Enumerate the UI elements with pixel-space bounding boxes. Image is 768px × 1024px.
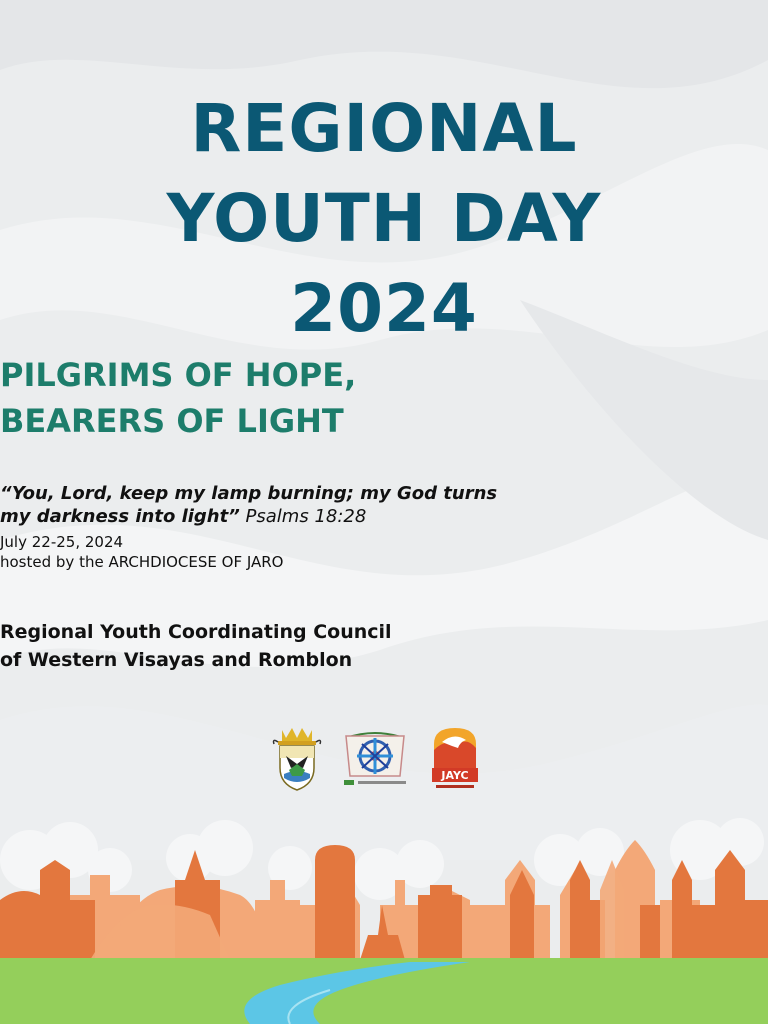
event-host: hosted by the ARCHDIOCESE OF JARO <box>0 553 284 571</box>
archdiocese-coat-of-arms-logo <box>272 724 322 792</box>
verse-reference: Psalms 18:28 <box>245 506 367 527</box>
title-line-3: 2024 <box>290 270 478 347</box>
youth-ministry-logo <box>340 726 410 790</box>
event-details <box>0 532 768 572</box>
event-title <box>0 84 768 354</box>
council-line-2: of Western Visayas and Romblon <box>0 649 353 671</box>
jayc-logo <box>430 724 480 792</box>
theme-line-2: BEARERS OF LIGHT <box>0 402 344 440</box>
event-date: July 22-25, 2024 <box>0 533 124 551</box>
verse-quote-line-1: “You, Lord, keep my lamp burning; my God turns <box>0 483 498 504</box>
council-line-1: Regional Youth Coordinating Council <box>0 621 392 643</box>
bible-verse <box>0 482 768 528</box>
event-theme <box>0 352 768 444</box>
jayc-logo-text: JAYC <box>441 769 469 782</box>
verse-quote-line-2: my darkness into light” <box>0 506 240 527</box>
theme-line-1: PILGRIMS OF HOPE, <box>0 356 357 394</box>
city-skyline-illustration <box>0 800 768 1024</box>
organizer-council <box>0 618 768 674</box>
title-line-1: REGIONAL <box>190 90 578 167</box>
title-line-2: YOUTH DAY <box>166 180 602 257</box>
sponsor-logos <box>0 722 768 794</box>
